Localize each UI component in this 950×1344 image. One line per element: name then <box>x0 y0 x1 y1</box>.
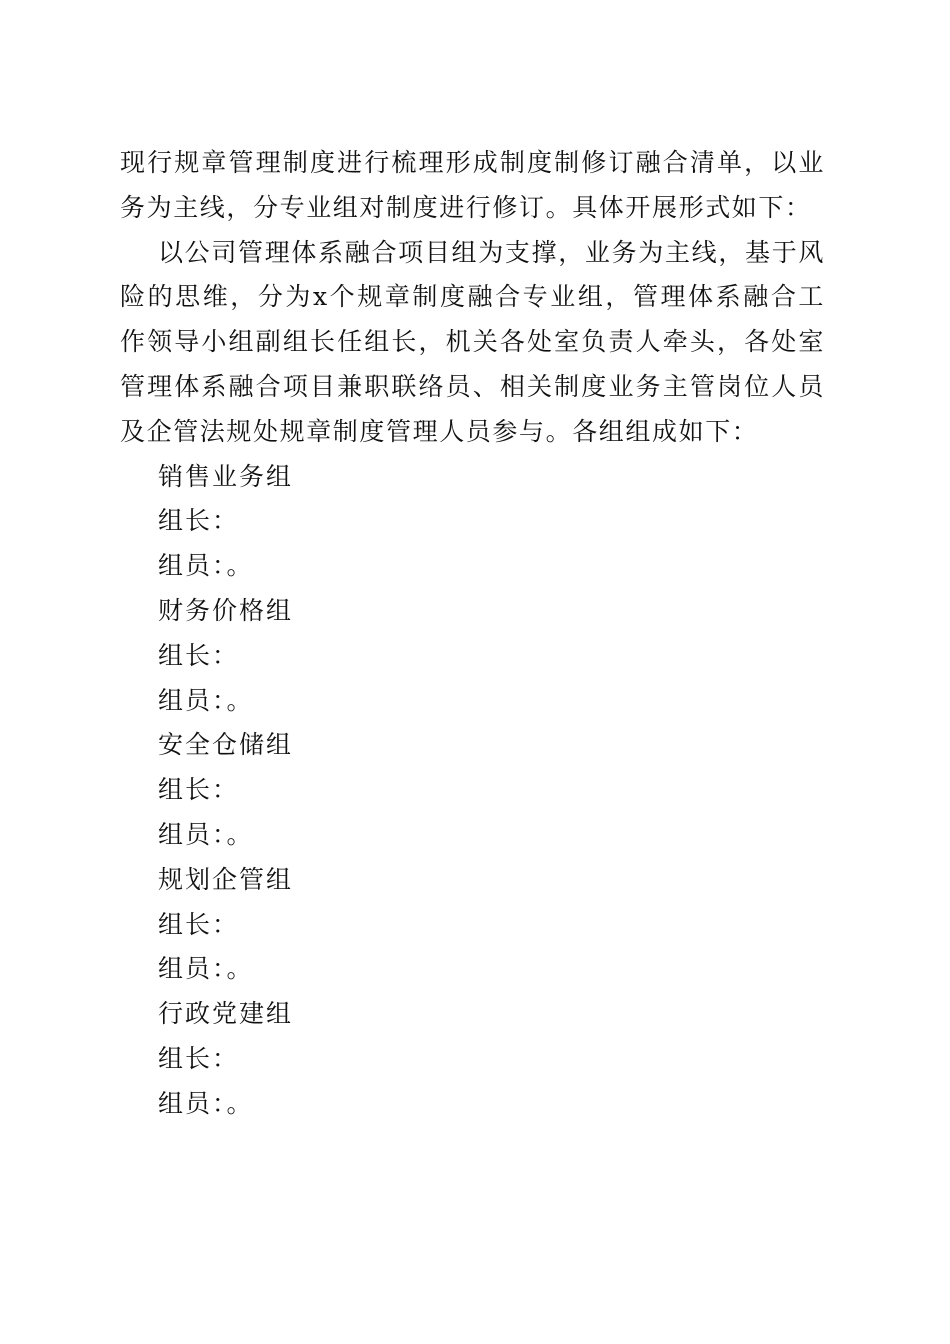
group-members: 组员：。 <box>158 819 254 849</box>
group-safety <box>120 723 825 857</box>
group-name: 规划企管组 <box>158 864 294 894</box>
paragraph-intro: 现行规章管理制度进行梳理形成制度制修订融合清单，以业务为主线，分专业组对制度进行修订。具体开展形式如下： <box>120 148 825 222</box>
group-admin <box>120 992 825 1126</box>
group-name: 销售业务组 <box>158 461 294 491</box>
paragraph-group-setup: 以公司管理体系融合项目组为支撑，业务为主线，基于风险的思维，分为x个规章制度融合专业组，管理体系融合工作领导小组副组长任组长，机关各处室负责人牵头，各处室管理体系融合项目兼职联络员、相关制度业务主管岗位人员及企管法规处规章制度管理人员参与。各组组成如下： <box>120 237 825 446</box>
group-leader: 组长： <box>158 909 240 939</box>
group-leader: 组长： <box>158 775 240 805</box>
group-members: 组员：。 <box>158 954 254 984</box>
group-leader: 组长： <box>158 640 240 670</box>
group-sales <box>120 455 825 589</box>
document-body <box>120 141 825 1127</box>
group-members: 组员：。 <box>158 685 254 715</box>
group-leader: 组长： <box>158 1043 240 1073</box>
group-members: 组员：。 <box>158 551 254 581</box>
group-planning <box>120 858 825 992</box>
group-name: 财务价格组 <box>158 595 294 625</box>
group-members: 组员：。 <box>158 1088 254 1118</box>
group-name: 行政党建组 <box>158 999 294 1029</box>
group-finance <box>120 589 825 723</box>
group-leader: 组长： <box>158 506 240 536</box>
group-name: 安全仓储组 <box>158 730 294 760</box>
